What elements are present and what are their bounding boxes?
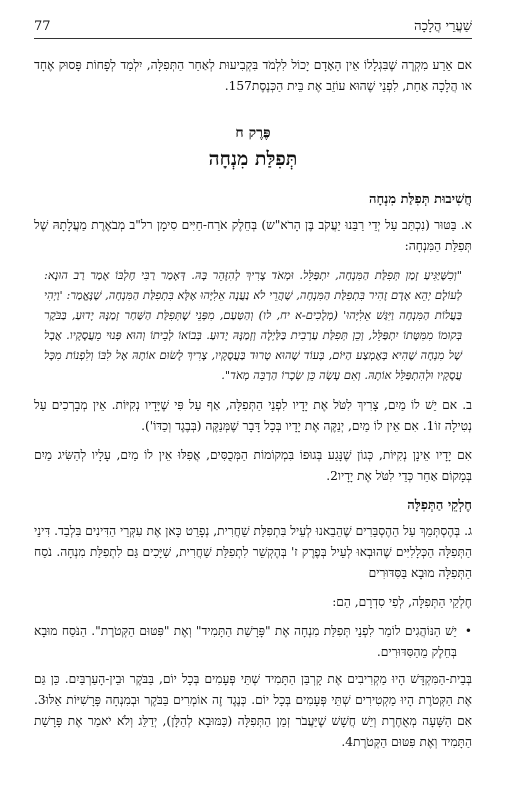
intro-paragraph: אם אֵרַע מִקְרֶה שֶׁבִּגְלָלוֹ אֵין הָאָדָם יָכוֹל לִלְמֹד בִּקְבִיעוּת לְאַחַר הַתְּפִלָּה, יִלְמַד לְפָחוֹת פָּסוּק אֶחָד או הֲלָכָה אַחַת, לִפְנֵי שֶׁהוּא עוֹזֵב אֶת בֵּית הַכְּנֶסֶת157. — [34, 58, 472, 93]
paragraph-g: ג. בְּהֶסְתְּמֵךְ עַל הַהֶסְבֵּרִים שֶׁהֵבֵאנוּ לְעֵיל בִּתְפִלַּת שַׁחֲרִית, נְפָרֵט כָּאן אֶת עִקְּרֵי הַדִּינִים בִּלְבַד. דִּינֵי הַתְּפִלָּה הַכְּלָלִיִּים שֶׁהוּבְאוּ לְעֵיל בְּפֶרֶק ז' בְּהֶקְשֵׁר לִתְפִלַּת שַׁחֲרִית, שַׁיָּכִים גַּם לִתְפִלַּת מִנְחָה. נֹסַח הַתְּפִלָּה מוּבָא בַּסִּדּוּרִים — [34, 524, 472, 580]
parts-intro: חֶלְקֵי הַתְּפִלָּה, לְפִי סִדְרָם, הֵם: — [332, 595, 472, 609]
section-heading-importance: חֲשִׁיבוּת תְּפִלַּת מִנְחָה — [369, 192, 472, 207]
page-number: 77 — [34, 19, 51, 34]
bullet-icon: • — [464, 624, 472, 638]
quote-tur: "וְכִשֶּׁיַּגִּיעַ זְמַן תְּפִלַּת הַמִּנְחָה, יִתְפַּלֵּל. וּמְאֹד צָרִיךְ לְהִזָּהֵר בָּהּ. דְּאָמַר רַבִּי חֶלְבּוֹ אָמַר רַב הוּנָא: לְעוֹלָם יְהֵא אָדָם זָהִיר בִּתְפִלַּת הַמִּנְחָה, שֶׁהֲרֵי לֹא נַעֲנָה אֵלִיָּהוּ אֶלָּא בִּתְפִלַּת הַמִּנְחָה, שֶׁנֶּאֱמַר: 'וַיְהִי בַּעֲלוֹת הַמִּנְחָה וַיִּגַּשׁ אֵלִיָּהוּ' (מְלָכִים-א יח, לו) וְהַטַּעַם, מִפְּנֵי שֶׁתְּפִלַּת הַשַּׁחַר זְמַנָּהּ יָדוּעַ, בַּבֹּקֶר בְּקוּמוֹ מִמִּטָּתוֹ יִתְפַּלֵּל, וְכֵן תְּפִלַּת עַרְבִית בַּלַּיְלָה וְזְמַנָּהּ יָדוּעַ. בְּבוֹאוֹ לְבֵיתוֹ וְהוּא פְּנוּי מֵעֲסָקָיו. אֲבָל שֶׁל מִנְחָה שֶׁהִיא בְּאֶמְצַע הַיּוֹם, בְּעוֹד שֶׁהוּא טָרוּד בַּעֲסָקָיו, צָרִיךְ לָשׂוּם אוֹתָהּ אֶל לִבּוֹ וְלִפְנוֹת מִכָּל עֲסָקָיו וּלְהִתְפַּלֵּל אוֹתָהּ. וְאִם עָשָׂה כֵּן שְׂכָרוֹ הַרְבֵּה מְאֹד". — [44, 268, 462, 382]
paragraph-b: ב. אם יֵשׁ לוֹ מַיִם, צָרִיךְ לִטֹּל אֶת יָדָיו לִפְנֵי הַתְּפִלָּה, אַף עַל פִּי שֶׁיָּדָיו נְקִיּוֹת. אֵין מְבָרְכִים עַל נְטִילָה זוֹ1. אִם אֵין לוֹ מַיִם, יְנַקֶּה אֶת יָדָיו בְּכָל דָּבָר שֶׁמְּנַקֶּה (בְּבֶגֶד וְכַדּוֹ'). — [34, 398, 472, 433]
paragraph-a: א. בַּטּוּר (נִכְתַּב עַל יְדֵי רַבֵּנוּ יַעֲקֹב בֶּן הָרֹא"ש) בְּחֵלֶק אֹרַח-חַיִּים סִימָן רל"ב מְבֹאֶרֶת מַעֲלָתָהּ שֶׁל תְּפִלַּת הַמִּנְחָה: — [34, 218, 472, 253]
chapter-title: תְּפִלַּת מִנְחָה — [208, 148, 298, 170]
running-title: שַׁעֲרֵי הֲלָכָה — [414, 19, 472, 34]
section-heading-parts: חֶלְקֵי הַתְּפִלָּה — [407, 498, 472, 513]
paragraph-b-continued: אִם יָדָיו אֵינָן נְקִיּוֹת, כְּגוֹן שֶׁנָּגַע בְּגוּפוֹ בִּמְקוֹמוֹת הַמְּכֻסִּים, אֲפִלּוּ אֵין לוֹ מַיִם, עָלָיו לְהַשִּׂיג מַיִם בְּמָקוֹם אַחֵר כְּדֵי לִטֹּל אֶת יָדָיו2. — [34, 448, 472, 483]
paragraph-final: בְּבֵית-הַמִּקְדָּשׁ הָיוּ מַקְרִיבִים אֶת קָרְבַּן הַתָּמִיד שְׁתֵּי פְּעָמִים בְּכָל יוֹם, בַּבֹּקֶר וּבֵין-הָעַרְבַּיִם. כֵּן גַּם אֶת הַקְּטֹרֶת הָיוּ מַקְטִירִים שְׁתֵּי פְּעָמִים בְּכָל יוֹם. כְּנֶגֶד זֶה אוֹמְרִים בַּבֹּקֶר וּבְמִנְחָה פָּרָשִׁיּוֹת אֵלּוּ3. אִם הַשָּׁעָה מְאֻחֶרֶת וְיֵשׁ חֲשָׁשׁ שֶׁיַּעֲבֹר זְמַן הַתְּפִלָּה (כַּמּוּבָא לְהַלָּן), יְדַלֵּג וְלֹא יֹאמַר אֶת פָּרָשַׁת הַתָּמִיד וְאֶת פִּטּוּם הַקְּטֹרֶת4. — [34, 672, 472, 749]
bullet-item — [34, 621, 472, 669]
page-header — [34, 18, 472, 39]
chapter-label: פֶּרֶק ח — [235, 125, 271, 141]
bullet-text: יֵשׁ הַנּוֹהֲגִים לוֹמַר לִפְנֵי תְּפִלַּת מִנְחָה אֶת "פָּרָשַׁת הַתָּמִיד" וְאֶת "פִּטּוּם הַקְּטֹרֶת". הַנֹּסַח מוּבָא בְּחֵלֶק מֵהַסִּדּוּרִים. — [34, 624, 457, 659]
